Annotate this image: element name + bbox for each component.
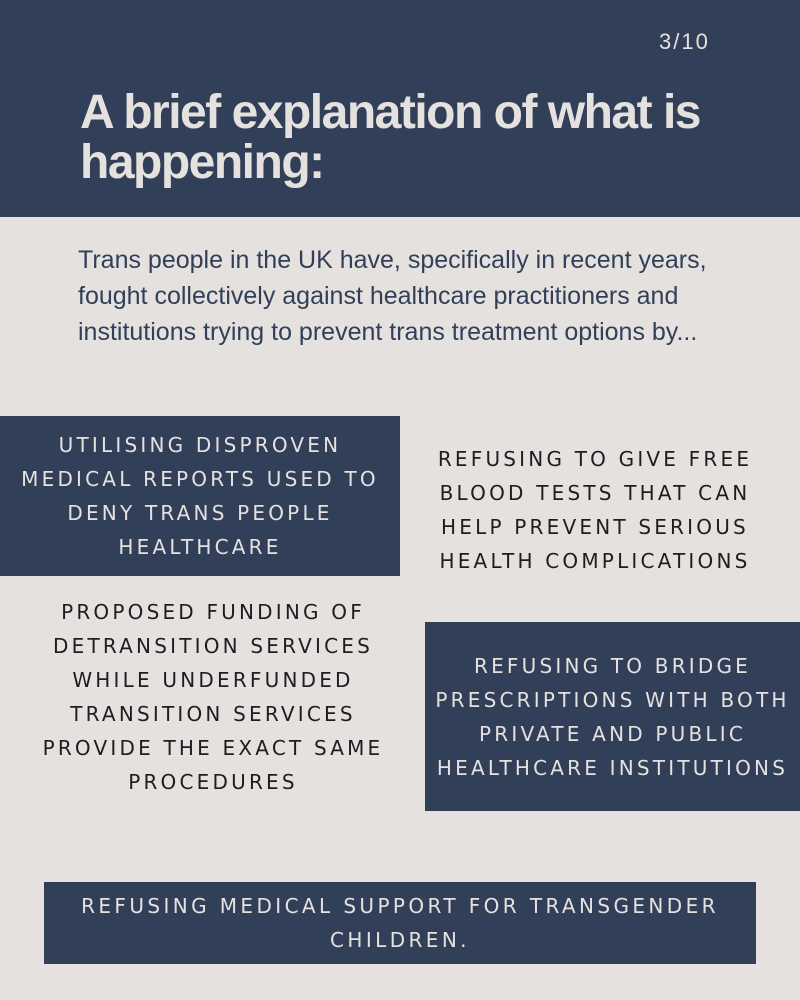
point-text: REFUSING TO GIVE FREE BLOOD TESTS THAT CAN HELP PREVENT SERIOUS HEALTH COMPLICATIONS	[437, 447, 753, 573]
point-text: PROPOSED FUNDING OF DETRANSITION SERVICES WHILE UNDERFUNDED TRANSITION SERVICES PROVIDE THE EXACT SAME PROCEDURES	[42, 600, 384, 794]
intro-paragraph: Trans people in the UK have, specifically in recent years, fought collectively against healthcare practitioners and institutions trying to prevent trans treatment options by...	[78, 246, 707, 346]
point-card-bridge-prescriptions	[425, 622, 800, 811]
point-card-detransition-funding	[24, 594, 402, 800]
point-text: REFUSING TO BRIDGE PRESCRIPTIONS WITH BOTH PRIVATE AND PUBLIC HEALTHCARE INSTITUTIONS	[435, 653, 790, 780]
point-text: REFUSING MEDICAL SUPPORT FOR TRANSGENDER CHILDREN.	[81, 894, 719, 952]
page-counter: 3/10	[659, 29, 710, 54]
point-text: UTILISING DISPROVEN MEDICAL REPORTS USED TO DENY TRANS PEOPLE HEALTHCARE	[21, 433, 379, 559]
point-card-blood-tests	[420, 424, 770, 596]
header-banner	[0, 0, 800, 217]
page-title: A brief explanation of what is happening:	[80, 86, 700, 189]
point-card-disproven-reports	[0, 416, 400, 576]
point-card-transgender-children	[44, 882, 756, 964]
